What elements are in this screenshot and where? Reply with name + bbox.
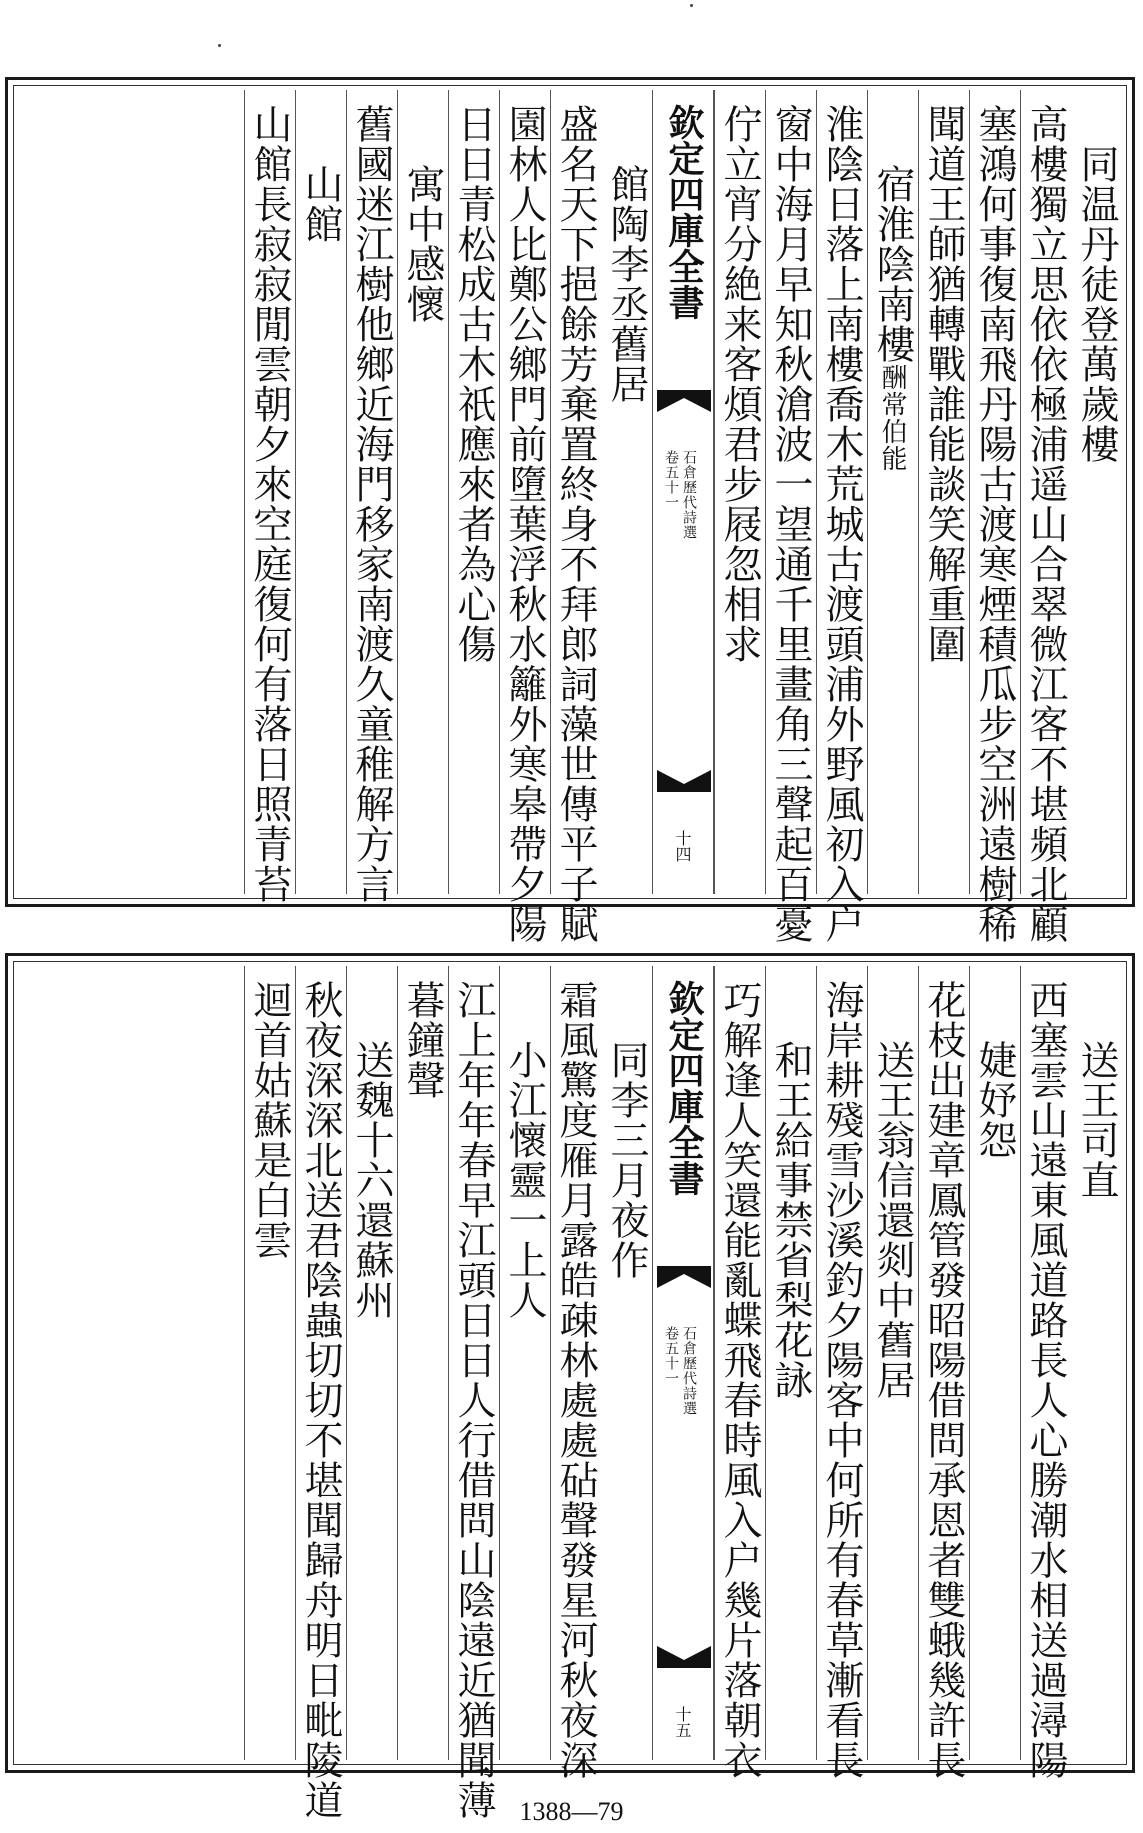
top-text-column <box>244 90 295 904</box>
poem-line: 迴首姑蘇是白雲 <box>247 980 292 1260</box>
poem-line: 高樓獨立思依依極浦遥山合翠微江客不堪頻北顧 <box>1023 104 1068 944</box>
poem-line: 海岸耕殘雪沙溪釣夕陽客中何所有春草漸看長 <box>819 980 864 1780</box>
poem-line: 婕妤怨 <box>972 1040 1017 1160</box>
poem-line: 舊國迷江樹他鄉近海門移家南渡久童稚解方言 <box>349 104 394 904</box>
bottom-text-column <box>397 966 448 1760</box>
book-title: 欽定四庫全書 <box>663 104 705 320</box>
top-text-column <box>1071 90 1122 894</box>
poem-line: 窗中海月早知秋滄波一望通千里畫角三聲起百憂 <box>768 104 813 944</box>
collection-title: 石倉歷代詩選 <box>681 1326 697 1416</box>
poem-line: 塞鴻何事復南飛丹陽古渡寒煙積瓜步空洲遠樹稀 <box>972 104 1017 944</box>
collection-title: 石倉歷代詩選 <box>681 450 697 540</box>
top-text-column <box>448 90 499 894</box>
volume-number: 卷五十一 <box>663 450 679 510</box>
fishtail-mark-icon <box>657 1266 711 1288</box>
bottom-text-column <box>550 966 601 1780</box>
bottom-text-column <box>295 966 346 1820</box>
top-center-column <box>652 90 714 894</box>
bottom-text-column <box>346 966 397 1760</box>
poem-line: 寓中感懷 <box>400 164 445 324</box>
top-text-column <box>295 90 346 894</box>
poem-line: 日日青松成古木祇應來者為心傷 <box>451 104 496 664</box>
bottom-text-column <box>448 966 499 1820</box>
bottom-text-column <box>918 966 969 1780</box>
top-text-column <box>816 90 867 944</box>
bottom-text-column <box>244 966 295 1760</box>
top-text-column <box>601 90 652 894</box>
poem-line: 盛名天下挹餘芳棄置終身不拜郎詞藻世傳平子賦 <box>553 104 598 944</box>
poem-line: 和王給事禁省梨花詠 <box>768 1040 813 1400</box>
top-text-column <box>1020 90 1071 944</box>
volume-number: 卷五十一 <box>663 1326 679 1386</box>
top-text-column <box>867 90 918 894</box>
poem-line: 霜風驚度雁月露皓疎林處處砧聲發星河秋夜深 <box>553 980 598 1780</box>
bottom-text-column <box>1071 966 1122 1760</box>
top-text-column <box>969 90 1020 944</box>
poem-line: 暮鐘聲 <box>400 980 445 1100</box>
poem-line: 山館 <box>298 164 343 244</box>
poem-line: 西塞雲山遠東風道路長人心勝潮水相送過潯陽 <box>1023 980 1068 1780</box>
top-text-column <box>550 90 601 944</box>
bottom-text-column <box>601 966 652 1760</box>
top-text-column <box>765 90 816 944</box>
page-footer-number: 1388—79 <box>519 1797 624 1826</box>
top-text-column <box>499 90 550 944</box>
poem-line: 巧解逢人笑還能亂蝶飛春時風入户幾片落朝衣 <box>717 980 762 1780</box>
poem-line: 江上年年春早江頭日日人行借問山陰遠近猶聞薄 <box>451 980 496 1820</box>
bottom-text-column <box>714 966 765 1780</box>
book-title: 欽定四庫全書 <box>663 980 705 1196</box>
bottom-text-column <box>867 966 918 1760</box>
scan-speck <box>690 4 693 7</box>
bottom-text-column <box>499 966 550 1760</box>
poem-line: 送王司直 <box>1074 1040 1119 1200</box>
poem-line: 宿淮陰南樓酬常伯能 <box>870 164 915 472</box>
poem-line: 秋夜深深北送君陰蟲切切不堪聞歸舟明日毗陵道 <box>298 980 343 1820</box>
bottom-text-column <box>969 966 1020 1760</box>
top-text-column <box>346 90 397 904</box>
interlinear-note: 酬常伯能 <box>877 364 907 472</box>
top-text-column <box>397 90 448 894</box>
poem-line: 館陶李丞舊居 <box>604 164 649 404</box>
bottom-text-column <box>816 966 867 1780</box>
poem-line: 花枝出建章鳳管發昭陽借問承恩者雙蛾幾許長 <box>921 980 966 1780</box>
top-text-column <box>714 90 765 894</box>
poem-line: 山館長寂寂閒雲朝夕來空庭復何有落日照青苔 <box>247 104 292 904</box>
poem-line: 送魏十六還蘇州 <box>349 1040 394 1320</box>
fishtail-mark-icon <box>657 1646 711 1668</box>
poem-line: 小江懷靈一上人 <box>502 1040 547 1320</box>
bottom-text-column <box>1020 966 1071 1780</box>
poem-line: 送王翁信還剡中舊居 <box>870 1040 915 1400</box>
poem-line: 園林人比鄭公鄉門前墮葉浮秋水籬外寒皋帶夕陽 <box>502 104 547 944</box>
fishtail-mark-icon <box>657 390 711 412</box>
fishtail-mark-icon <box>657 770 711 792</box>
poem-line: 佇立宵分絶来客煩君步屐忽相求 <box>717 104 762 664</box>
top-page-frame <box>5 77 1135 944</box>
folio-number: 十四 <box>673 830 692 862</box>
folio-number: 十五 <box>673 1706 692 1738</box>
top-text-column <box>918 90 969 894</box>
poem-line: 同李三月夜作 <box>604 1040 649 1280</box>
bottom-text-column <box>765 966 816 1760</box>
poem-line: 同温丹徒登萬歲樓 <box>1074 144 1119 464</box>
scan-speck <box>218 44 221 47</box>
bottom-center-column <box>652 966 714 1760</box>
poem-line: 淮陰日落上南樓喬木荒城古渡頭浦外野風初入户 <box>819 104 864 944</box>
poem-line: 聞道王師猶轉戰誰能談笑解重圍 <box>921 104 966 664</box>
